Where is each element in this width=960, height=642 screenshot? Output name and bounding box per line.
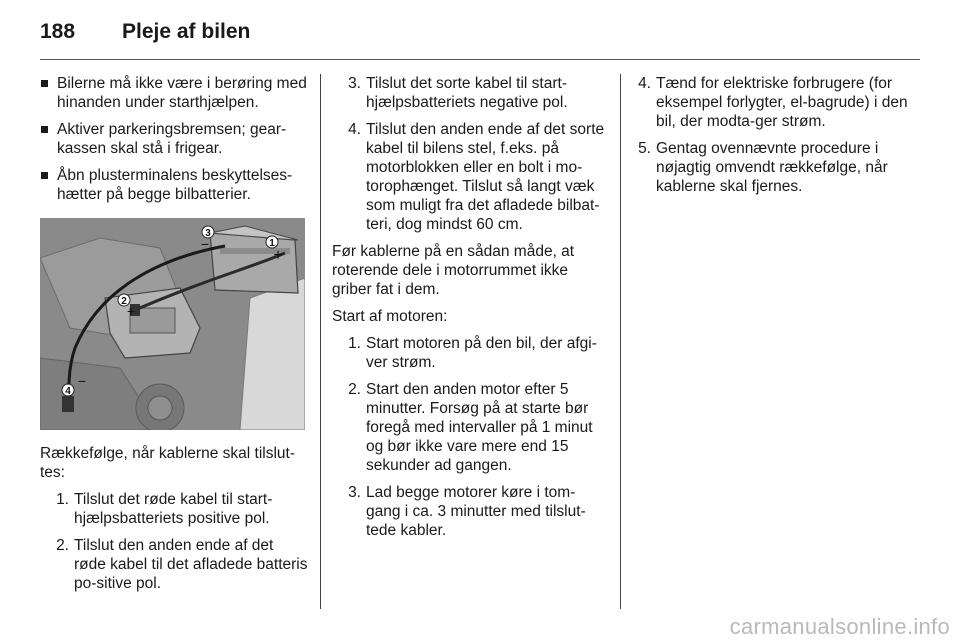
- start-engine-subheading: Start af motoren:: [332, 308, 448, 325]
- figure-sign-plus-1: +: [273, 247, 283, 264]
- bullet-item: [40, 74, 308, 112]
- engine-bay-drawing: [40, 218, 305, 430]
- bullet-square-icon: [41, 80, 48, 87]
- start-step-item: [342, 380, 608, 475]
- figure-sign-plus-2: +: [126, 303, 136, 319]
- step-number: 2.: [348, 381, 361, 398]
- figure-sign-minus-4: −: [77, 373, 87, 389]
- bullet-square-icon: [41, 172, 48, 179]
- step-text: Start den anden motor efter 5 minutter. Forsøg på at starte bør foregå med intervaller på 1 minut og bør ikke vare mere end 15 sekunder ad gangen.: [366, 381, 593, 474]
- bullet-text: Bilerne må ikke være i berøring med hinanden under starthjælpen.: [57, 75, 307, 111]
- step-text: Tænd for elektriske forbrugere (for eksempel forlygter, el-bagrude) i den bil, der modta-ger strøm.: [656, 75, 908, 130]
- bullet-item: [40, 120, 308, 158]
- page-title: Pleje af bilen: [122, 20, 251, 43]
- step-text: Gentag ovennævnte procedure i nøjagtig omvendt rækkefølge, når kablerne skal fjernes.: [656, 140, 888, 195]
- start-step-item: [342, 334, 608, 372]
- step-number: 1.: [56, 491, 69, 508]
- column-divider: [620, 74, 621, 609]
- column-divider: [320, 74, 321, 609]
- step-text: Lad begge motorer køre i tom-gang i ca. 3 minutter med tilslut-tede kabler.: [366, 484, 586, 539]
- start-step-item: [632, 139, 922, 196]
- watermark: carmanualsonline.info: [729, 614, 950, 639]
- figure-label-4: 4: [65, 386, 71, 397]
- header-rule: [40, 59, 920, 60]
- step-text: Tilslut det sorte kabel til start-hjælpsbatteriets negative pol.: [366, 75, 568, 111]
- figure-label-3: 3: [205, 228, 211, 239]
- step-number: 4.: [348, 121, 361, 138]
- figure-caption: Rækkefølge, når kablerne skal tilslut-tes:: [40, 445, 295, 481]
- page-header: [40, 20, 250, 50]
- start-step-item: [342, 483, 608, 540]
- bullet-item: [40, 166, 308, 204]
- column-2: [332, 74, 608, 548]
- step-text: Tilslut den anden ende af det røde kabel til det afladede batteris po-sitive pol.: [74, 537, 308, 592]
- step-number: 5.: [638, 140, 651, 157]
- step-item: [50, 490, 308, 528]
- figure-label-2: 2: [121, 296, 127, 307]
- step-item: [342, 120, 608, 234]
- step-item: [342, 74, 608, 112]
- step-number: 3.: [348, 484, 361, 501]
- bullet-square-icon: [41, 126, 48, 133]
- bullet-text: Aktiver parkeringsbremsen; gear-kassen skal stå i frigear.: [57, 121, 287, 157]
- step-text: Tilslut det røde kabel til start-hjælpsbatteriets positive pol.: [74, 491, 273, 527]
- column-1: [40, 74, 308, 601]
- step-number: 3.: [348, 75, 361, 92]
- column-3: [632, 74, 922, 204]
- page-number: 188: [40, 20, 76, 43]
- step-item: [50, 536, 308, 593]
- step-text: Tilslut den anden ende af det sorte kabel til bilens stel, f.eks. på motorblokken eller en bolt i mo-torophænget. Tilslut så langt væk som muligt fra det afladede bilbat-teri, dog mindst 60 cm.: [366, 121, 605, 233]
- jump-start-illustration: [40, 218, 305, 430]
- step-number: 4.: [638, 75, 651, 92]
- bullet-text: Åbn plusterminalens beskyttelses-hætter på begge bilbatterier.: [57, 167, 293, 203]
- step-number: 1.: [348, 335, 361, 352]
- cable-routing-paragraph: Før kablerne på en sådan måde, at roterende dele i motorrummet ikke griber fat i dem.: [332, 243, 575, 298]
- start-step-item: [632, 74, 922, 131]
- figure-sign-minus-3: −: [200, 236, 210, 252]
- step-text: Start motoren på den bil, der afgi-ver strøm.: [366, 335, 597, 371]
- step-number: 2.: [56, 537, 69, 554]
- figure-label-1: 1: [269, 238, 275, 249]
